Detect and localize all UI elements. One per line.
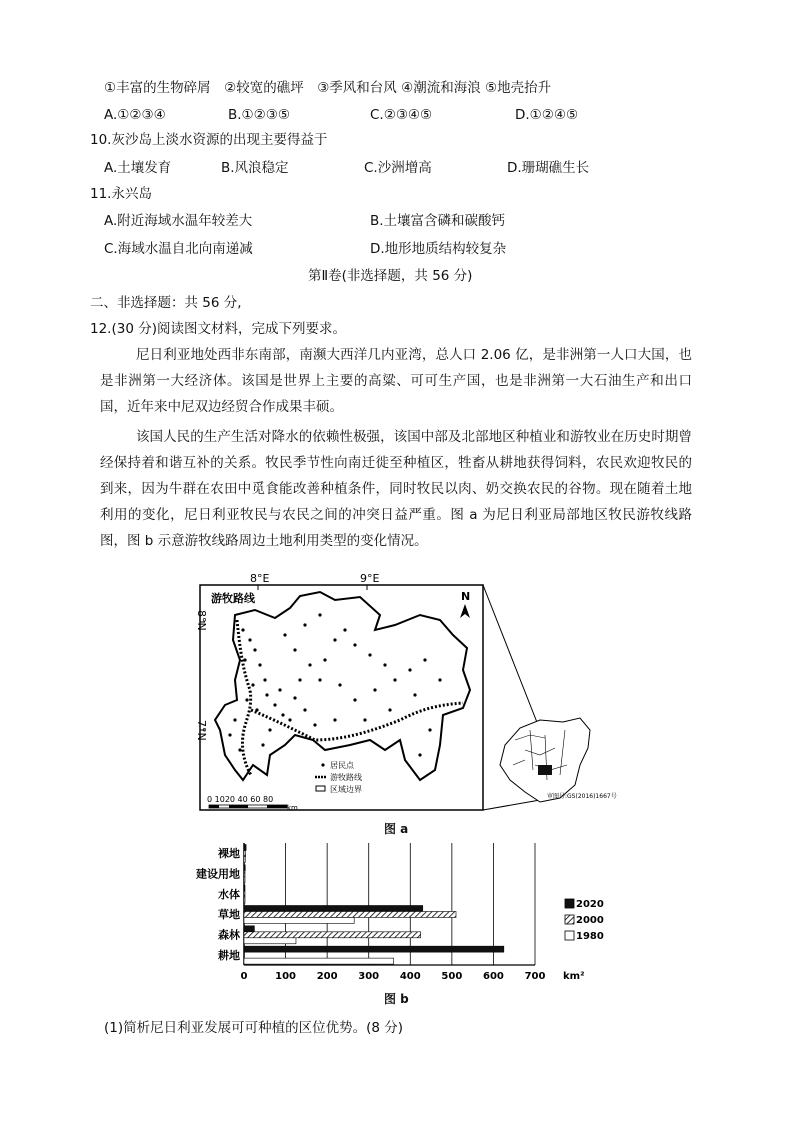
lon-label-9e: 9°E [360,572,380,585]
x-tick-label: 600 [482,971,504,982]
category-label: 裸地 [218,847,240,861]
bar-2000 [244,871,245,877]
category-label: 水体 [218,887,240,901]
land-use-bar-chart [180,835,620,990]
bar-1980 [244,856,245,862]
category-label: 草地 [218,908,240,922]
x-tick-label: 700 [524,971,546,982]
x-tick-label: 300 [358,971,380,982]
figure-a-caption: 图 a [384,822,409,836]
bar-2020 [244,885,245,891]
bar-2000 [244,891,245,897]
category-label: 耕地 [218,948,240,962]
x-tick-label: 100 [275,971,297,982]
x-tick-label: 500 [441,971,463,982]
q11-option-c: C.海域水温自北向南递减 [104,241,253,257]
legend-route: 游牧路线 [330,773,362,782]
legend-settlement: 居民点 [330,761,354,770]
north-label: N [461,590,471,603]
q12-paragraph-2: 该国人民的生产生活对降水的依赖性极强，该国中部及北部地区种植业和游牧业在历史时期曾经保持着和谐互补的关系。牧民季节性向南迁徙至种植区，牲畜从耕地获得饲料，农民欢迎牧民的到来，因为牛群在农田中觅食能改善种植条件，同时牧民以肉、奶交换农民的谷物。现在随着土地利用的变化，尼日利亚牧民与农民之间的冲突日益严重。图 a 为尼日利亚局部地区牧民游牧线路图，图 b 示意游牧线路周边土地利用类型的变化情况。 [100,429,692,549]
section2-heading: 二、非选择题：共 56 分, [90,295,242,311]
legend-label-2000: 2000 [576,915,604,926]
x-tick-label: 200 [316,971,338,982]
legend-swatch-1980 [565,931,574,940]
category-label: 建设用地 [196,867,240,881]
legend-swatch-2000 [565,915,574,924]
scale-text: 0 1020 40 60 80 [207,795,274,804]
bar-2020 [244,906,423,912]
x-tick-label: 0 [240,971,248,982]
part2-title: 第Ⅱ卷(非选择题，共 56 分) [308,268,473,284]
legend-swatch-2020 [565,899,574,908]
q9-option-d: D.①②④⑤ [515,107,579,123]
lon-label-8e: 8°E [250,572,270,585]
q12-subquestion-1: (1)简析尼日利亚发展可可种植的区位优势。(8 分) [104,1020,404,1036]
scale-unit: km [287,804,298,812]
bar-2020 [244,865,245,871]
bar-2000 [244,932,421,938]
q9-option-b: B.①②③⑤ [228,107,290,123]
x-unit-label: km² [563,971,585,982]
figure-b-caption: 图 b [384,992,409,1006]
bar-2020 [244,946,504,952]
q11-option-b: B.土壤富含磷和碳酸钙 [370,213,506,229]
x-tick-label: 400 [399,971,421,982]
inset-map-label: 审图号:GS(2016)1667号 [547,793,617,800]
figure-a-map [195,570,617,815]
q12-stem: 12.(30 分)阅读图文材料，完成下列要求。 [90,321,346,337]
bar-1980 [244,938,296,944]
bar-1980 [244,877,245,883]
map-title: 游牧路线 [211,592,255,605]
legend-boundary: 区域边界 [330,785,362,794]
q10-stem: 10.灰沙岛上淡水资源的出现主要得益于 [90,132,328,148]
q9-items: ①丰富的生物碎屑 ②较宽的礁坪 ③季风和台风 ④潮流和海浪 ⑤地壳抬升 [104,80,552,96]
bar-2020 [244,926,254,932]
q11-stem: 11.永兴岛 [90,186,152,202]
q10-option-a: A.土壤发育 [104,160,172,176]
bar-1980 [244,897,245,903]
q11-option-d: D.地形地质结构较复杂 [370,241,507,257]
q11-option-a: A.附近海域水温年较差大 [104,213,253,229]
lat-label-7n: 7°N [195,720,208,741]
legend-label-1980: 1980 [576,931,604,942]
q10-option-d: D.珊瑚礁生长 [507,160,590,176]
nigeria-inset-map [500,718,590,802]
q9-option-c: C.②③④⑤ [370,107,433,123]
bar-1980 [244,917,354,923]
q12-paragraph-1: 尼日利亚地处西非东南部，南濒大西洋几内亚湾，总人口 2.06 亿，是非洲第一人口大国，也是非洲第一大经济体。该国是世界上主要的高粱、可可生产国，也是非洲第一大石油生产和出口国，近年来中尼双边经贸合作成果丰硕。 [100,347,692,415]
category-label: 森林 [218,928,240,942]
bar-2000 [244,911,456,917]
legend-label-2020: 2020 [576,899,604,910]
q10-option-b: B.风浪稳定 [221,160,289,176]
q10-option-c: C.沙洲增高 [364,160,432,176]
q9-option-a: A.①②③④ [104,107,166,123]
bar-1980 [244,958,394,964]
bar-2020 [244,845,246,851]
figure-b-chart [180,835,620,990]
bar-2000 [244,850,246,856]
lat-label-8n: 8°N [195,610,208,631]
